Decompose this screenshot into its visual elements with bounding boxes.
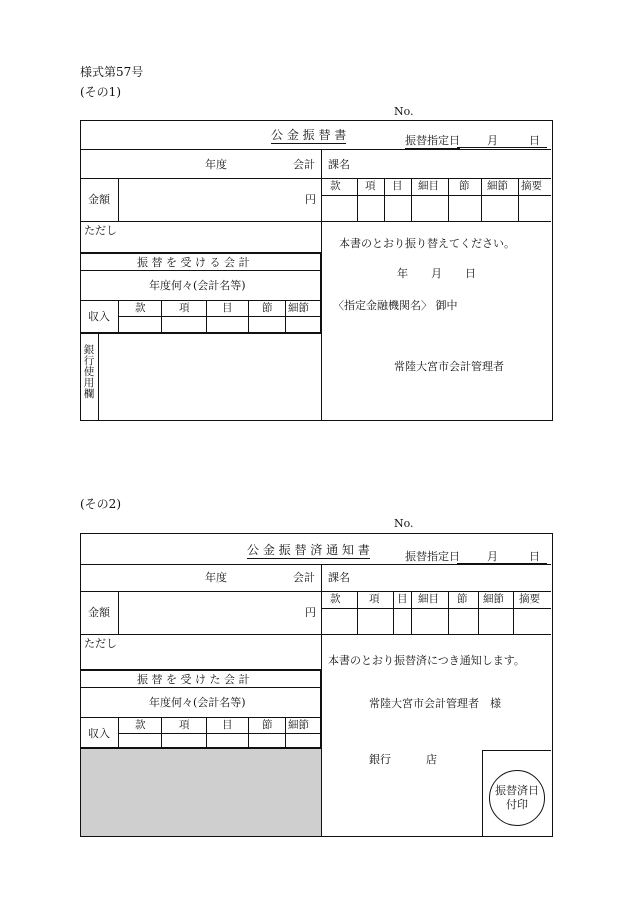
part-label-1: (その1) [80,85,121,99]
designated-date-field: 月 日 [457,135,547,148]
column-moku: 目 [397,593,408,605]
income-column-moku: 目 [222,302,233,314]
column-kan: 款 [330,180,341,192]
form-number: 様式第57号 [80,65,144,79]
income-column-setsu: 節 [262,719,273,731]
designated-date-label: 振替指定日 [405,550,460,563]
form-title: 公 金 振 替 書 [271,128,347,142]
column-tekiyou: 摘要 [519,593,540,605]
transfer-date-stamp: 振替済日 付印 [489,770,545,826]
income-column-saisetsu: 細節 [288,719,309,731]
column-saisetsu: 細節 [483,593,504,605]
income-label: 収入 [88,727,110,740]
issuer-name: 常陸大宮市会計管理者 [394,360,504,373]
income-column-moku: 目 [222,719,233,731]
account-label: 会計 [293,571,315,584]
date-day: 日 [465,267,476,280]
income-column-saisetsu: 細節 [288,302,309,314]
column-setsu: 節 [459,180,470,192]
section-name-label: 課名 [328,158,350,171]
income-column-kou: 項 [179,719,190,731]
fiscal-year-label: 年度 [205,571,227,584]
receiving-header: 振 替 を 受 け る 会 計 [137,256,250,269]
bank-use-label: 銀行使用欄 [83,344,95,400]
proviso-label: ただし [84,637,117,650]
account-label: 会計 [293,158,315,171]
column-saisetsu: 細節 [487,180,508,192]
branch-label: 店 [426,753,437,766]
notice-text: 本書のとおり振替済につき通知します。 [328,654,525,667]
amount-label: 金額 [88,606,110,619]
column-saimoku: 細目 [418,593,439,605]
income-label: 収入 [88,310,110,323]
bank-label: 銀行 [369,753,391,766]
bank-addressee: 〈指定金融機関名〉 御中 [333,299,458,312]
column-kan: 款 [330,593,341,605]
income-column-kou: 項 [179,302,190,314]
no-label-1: No. [394,105,414,118]
income-column-kan: 款 [135,302,146,314]
column-saimoku: 細目 [418,180,439,192]
receiving-header: 振 替 を 受 け た 会 計 [137,673,250,686]
transfer-notice-form [80,533,553,837]
amount-label: 金額 [88,193,110,206]
column-kou: 項 [365,180,376,192]
receiving-account-name: 年度何々(会計名等) [149,279,246,292]
designated-date-field: 月 日 [457,551,547,564]
instruction-text: 本書のとおり振り替えてください。 [339,237,515,250]
fiscal-year-label: 年度 [205,158,227,171]
transfer-form [80,120,553,421]
income-column-kan: 款 [135,719,146,731]
yen-label: 円 [305,193,316,206]
column-moku: 目 [392,180,403,192]
receiving-account-name: 年度何々(会計名等) [149,696,246,709]
date-year: 年 [397,267,408,280]
column-setsu: 節 [457,593,468,605]
yen-label: 円 [305,606,316,619]
shaded-area [81,748,321,836]
income-column-setsu: 節 [262,302,273,314]
column-tekiyou: 摘要 [521,180,542,192]
section-name-label: 課名 [328,571,350,584]
addressee-text: 常陸大宮市会計管理者 様 [369,697,501,710]
form-title: 公 金 振 替 済 通 知 書 [247,543,370,557]
proviso-label: ただし [84,224,117,237]
designated-date-label: 振替指定日 [405,134,460,147]
column-kou: 項 [369,593,380,605]
part-label-2: (その2) [80,497,121,511]
date-month: 月 [431,267,442,280]
no-label-2: No. [394,517,414,530]
